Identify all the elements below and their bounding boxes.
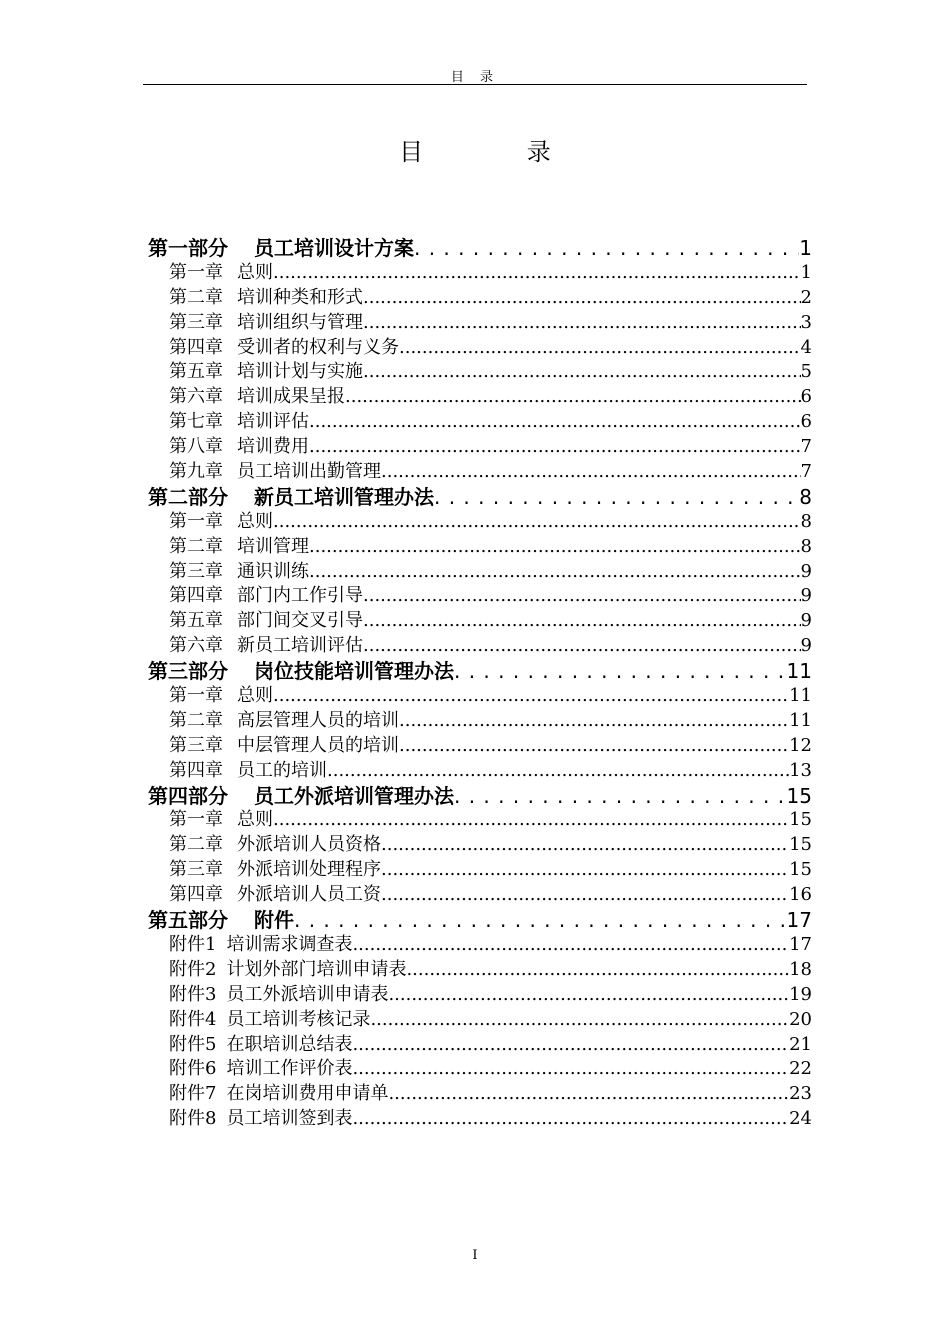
toc-dot-leader <box>363 286 801 311</box>
toc-dot-leader <box>309 560 801 585</box>
toc-entry-title: 附件 <box>254 908 294 933</box>
toc-chapter-entry[interactable] <box>148 883 812 908</box>
toc-dot-leader <box>399 336 801 361</box>
toc-entry-title: 员工培训签到表 <box>226 1108 353 1130</box>
toc-dot-leader <box>454 784 787 809</box>
toc-dot-leader <box>352 1033 789 1058</box>
toc-entry-title: 部门间交叉引导 <box>237 610 363 632</box>
toc-entry-label: 附件5 <box>169 1033 217 1055</box>
toc-chapter-entry[interactable] <box>148 808 812 833</box>
toc-entry-label: 第一章 <box>169 809 223 831</box>
toc-chapter-entry[interactable] <box>148 684 812 709</box>
toc-appendix-entry[interactable] <box>148 958 812 983</box>
toc-entry-label: 附件4 <box>169 1008 217 1030</box>
toc-entry-title: 总则 <box>237 510 273 532</box>
toc-page-number: 3 <box>800 311 812 333</box>
toc-entry-title: 通识训练 <box>237 560 309 582</box>
toc-chapter-entry[interactable] <box>148 435 812 460</box>
toc-entry-title: 受训者的权利与义务 <box>237 336 399 358</box>
toc-appendix-entry[interactable] <box>148 983 812 1008</box>
toc-entry-label: 第三章 <box>169 859 223 881</box>
toc-entry-label: 第四章 <box>169 336 223 358</box>
toc-page-number: 7 <box>800 436 812 458</box>
toc-entry-title: 新员工培训评估 <box>237 635 363 657</box>
toc-chapter-entry[interactable] <box>148 709 812 734</box>
toc-entry-title: 高层管理人员的培训 <box>237 709 399 731</box>
toc-page-number: 8 <box>799 484 812 509</box>
toc-page-number: 15 <box>789 859 812 881</box>
toc-entry-label: 第九章 <box>169 461 223 483</box>
toc-chapter-entry[interactable] <box>148 560 812 585</box>
toc-appendix-entry[interactable] <box>148 1107 812 1132</box>
toc-entry-label: 第三章 <box>169 311 223 333</box>
toc-dot-leader <box>363 634 801 659</box>
toc-appendix-entry[interactable] <box>148 1057 812 1082</box>
toc-page-number: 19 <box>789 983 812 1005</box>
toc-page-number: 18 <box>789 958 812 980</box>
toc-chapter-entry[interactable] <box>148 360 812 385</box>
toc-entry-label: 附件3 <box>169 983 217 1005</box>
toc-entry-title: 员工外派培训申请表 <box>226 983 389 1005</box>
toc-entry-title: 部门内工作引导 <box>237 585 363 607</box>
toc-entry-title: 培训工作评价表 <box>226 1058 353 1080</box>
toc-entry-title: 员工培训考核记录 <box>226 1008 371 1030</box>
toc-part-entry[interactable] <box>148 908 812 933</box>
toc-page-number: 8 <box>800 510 812 532</box>
toc-part-entry[interactable] <box>148 236 812 261</box>
toc-dot-leader <box>327 759 789 784</box>
toc-page-number: 15 <box>789 809 812 831</box>
toc-page-number: 12 <box>789 734 812 756</box>
toc-dot-leader <box>399 734 789 759</box>
toc-page-number: 7 <box>800 461 812 483</box>
toc-dot-leader <box>273 510 801 535</box>
toc-entry-title: 员工培训出勤管理 <box>237 461 381 483</box>
toc-dot-leader <box>454 659 787 684</box>
page-title: 目 录 <box>399 138 599 166</box>
toc-dot-leader <box>294 908 787 933</box>
toc-entry-label: 第二章 <box>169 709 223 731</box>
toc-dot-leader <box>363 609 801 634</box>
toc-chapter-entry[interactable] <box>148 286 812 311</box>
toc-entry-label: 第一章 <box>169 685 223 707</box>
toc-entry-label: 第五部分 <box>148 908 228 933</box>
toc-entry-title: 培训成果呈报 <box>237 386 345 408</box>
toc-entry-label: 第四部分 <box>148 783 228 808</box>
toc-entry-title: 培训管理 <box>237 535 309 557</box>
toc-entry-title: 总则 <box>237 685 273 707</box>
toc-entry-label: 第六章 <box>169 386 223 408</box>
toc-chapter-entry[interactable] <box>148 510 812 535</box>
toc-dot-leader <box>363 584 801 609</box>
toc-chapter-entry[interactable] <box>148 535 812 560</box>
toc-entry-title: 计划外部门培训申请表 <box>226 958 407 980</box>
toc-appendix-entry[interactable] <box>148 1008 812 1033</box>
toc-entry-label: 第五章 <box>169 610 223 632</box>
toc-dot-leader <box>273 684 789 709</box>
toc-page-number: 23 <box>789 1083 812 1105</box>
toc-dot-leader <box>273 261 801 286</box>
toc-entry-label: 附件7 <box>169 1083 217 1105</box>
toc-part-entry[interactable] <box>148 485 812 510</box>
toc-entry-title: 培训组织与管理 <box>237 311 363 333</box>
toc-dot-leader <box>388 983 789 1008</box>
toc-entry-label: 第四章 <box>169 759 223 781</box>
toc-page-number: 6 <box>800 411 812 433</box>
toc-entry-title: 外派培训处理程序 <box>237 859 381 881</box>
running-header: 目 录 <box>450 70 500 85</box>
toc-entry-label: 第一部分 <box>148 236 228 260</box>
toc-chapter-entry[interactable] <box>148 410 812 435</box>
toc-entry-title: 员工外派培训管理办法 <box>254 783 454 808</box>
toc-entry-title: 员工的培训 <box>237 759 327 781</box>
toc-page-number: 17 <box>786 908 812 933</box>
header-rule <box>143 84 807 85</box>
toc-page-number: 22 <box>789 1058 812 1080</box>
toc-entry-title: 新员工培训管理办法 <box>254 484 434 509</box>
toc-chapter-entry[interactable] <box>148 336 812 361</box>
toc-dot-leader <box>345 385 801 410</box>
toc-entry-label: 附件6 <box>169 1058 217 1080</box>
toc-page-number: 9 <box>800 585 812 607</box>
toc-dot-leader <box>273 808 789 833</box>
toc-chapter-entry[interactable] <box>148 858 812 883</box>
toc-page-number: 13 <box>789 759 812 781</box>
toc-dot-leader <box>434 485 799 510</box>
toc-entry-label: 第四章 <box>169 884 223 906</box>
toc-entry-label: 第三章 <box>169 560 223 582</box>
toc-entry-title: 培训评估 <box>237 411 309 433</box>
toc-entry-label: 第三部分 <box>148 659 228 684</box>
toc-dot-leader <box>399 709 789 734</box>
toc-chapter-entry[interactable] <box>148 584 812 609</box>
toc-chapter-entry[interactable] <box>148 634 812 659</box>
toc-page-number: 15 <box>789 834 812 856</box>
toc-page-number: 11 <box>786 659 812 684</box>
toc-dot-leader <box>388 1082 789 1107</box>
toc-dot-leader <box>352 1107 789 1132</box>
toc-dot-leader <box>352 933 789 958</box>
toc-part-entry[interactable] <box>148 659 812 684</box>
toc-part-entry[interactable] <box>148 784 812 809</box>
toc-entry-label: 第三章 <box>169 734 223 756</box>
toc-appendix-entry[interactable] <box>148 1033 812 1058</box>
toc-entry-title: 外派培训人员工资 <box>237 884 381 906</box>
toc-chapter-entry[interactable] <box>148 759 812 784</box>
toc-chapter-entry[interactable] <box>148 311 812 336</box>
toc-page-number: 9 <box>800 560 812 582</box>
toc-entry-title: 在岗培训费用申请单 <box>226 1083 389 1105</box>
toc-entry-label: 附件1 <box>169 933 217 955</box>
page-number: I <box>472 1248 478 1263</box>
toc-page-number: 24 <box>789 1108 812 1130</box>
toc-entry-title: 培训种类和形式 <box>237 286 363 308</box>
toc-entry-title: 培训计划与实施 <box>237 361 363 383</box>
toc-dot-leader <box>309 535 801 560</box>
toc-entry-title: 在职培训总结表 <box>226 1033 353 1055</box>
toc-page-number: 6 <box>800 386 812 408</box>
toc-page-number: 15 <box>786 783 812 808</box>
toc-page-number: 4 <box>800 336 812 358</box>
toc-dot-leader <box>406 958 789 983</box>
toc-page-number: 1 <box>799 236 812 260</box>
toc-page-number: 1 <box>800 261 812 283</box>
toc-page-number: 9 <box>800 635 812 657</box>
toc-entry-label: 第二章 <box>169 834 223 856</box>
toc-entry-label: 第七章 <box>169 411 223 433</box>
toc-entry-title: 培训费用 <box>237 436 309 458</box>
toc-page-number: 11 <box>789 709 812 731</box>
toc-entry-label: 第二章 <box>169 286 223 308</box>
toc-dot-leader <box>309 410 801 435</box>
toc-dot-leader <box>381 833 789 858</box>
toc-entry-label: 第八章 <box>169 436 223 458</box>
toc-dot-leader <box>352 1057 789 1082</box>
toc-page-number: 11 <box>789 685 812 707</box>
table-of-contents <box>148 236 812 1132</box>
toc-page-number: 17 <box>789 933 812 955</box>
toc-page-number: 16 <box>789 884 812 906</box>
toc-entry-label: 附件8 <box>169 1108 217 1130</box>
toc-entry-label: 附件2 <box>169 958 217 980</box>
toc-chapter-entry[interactable] <box>148 609 812 634</box>
toc-dot-leader <box>370 1008 789 1033</box>
toc-chapter-entry[interactable] <box>148 460 812 485</box>
toc-entry-label: 第二部分 <box>148 484 228 509</box>
toc-entry-title: 总则 <box>237 809 273 831</box>
toc-entry-title: 外派培训人员资格 <box>237 834 381 856</box>
toc-entry-title: 中层管理人员的培训 <box>237 734 399 756</box>
toc-dot-leader <box>381 460 801 485</box>
toc-entry-title: 总则 <box>237 261 273 283</box>
toc-chapter-entry[interactable] <box>148 734 812 759</box>
toc-entry-label: 第一章 <box>169 261 223 283</box>
toc-dot-leader <box>381 858 789 883</box>
toc-page-number: 8 <box>800 535 812 557</box>
toc-dot-leader <box>309 435 801 460</box>
toc-dot-leader <box>363 311 801 336</box>
toc-page-number: 20 <box>789 1008 812 1030</box>
toc-dot-leader <box>381 883 789 908</box>
toc-entry-label: 第一章 <box>169 510 223 532</box>
toc-entry-title: 员工培训设计方案 <box>254 236 414 260</box>
toc-chapter-entry[interactable] <box>148 385 812 410</box>
toc-dot-leader <box>414 236 799 261</box>
toc-entry-title: 培训需求调查表 <box>226 933 353 955</box>
toc-entry-label: 第五章 <box>169 361 223 383</box>
toc-entry-label: 第四章 <box>169 585 223 607</box>
toc-entry-label: 第二章 <box>169 535 223 557</box>
toc-page-number: 5 <box>800 361 812 383</box>
toc-dot-leader <box>363 360 801 385</box>
toc-page-number: 9 <box>800 610 812 632</box>
toc-appendix-entry[interactable] <box>148 933 812 958</box>
toc-chapter-entry[interactable] <box>148 833 812 858</box>
toc-page-number: 21 <box>789 1033 812 1055</box>
toc-appendix-entry[interactable] <box>148 1082 812 1107</box>
toc-chapter-entry[interactable] <box>148 261 812 286</box>
toc-entry-label: 第六章 <box>169 635 223 657</box>
toc-entry-title: 岗位技能培训管理办法 <box>254 659 454 684</box>
toc-page-number: 2 <box>800 286 812 308</box>
